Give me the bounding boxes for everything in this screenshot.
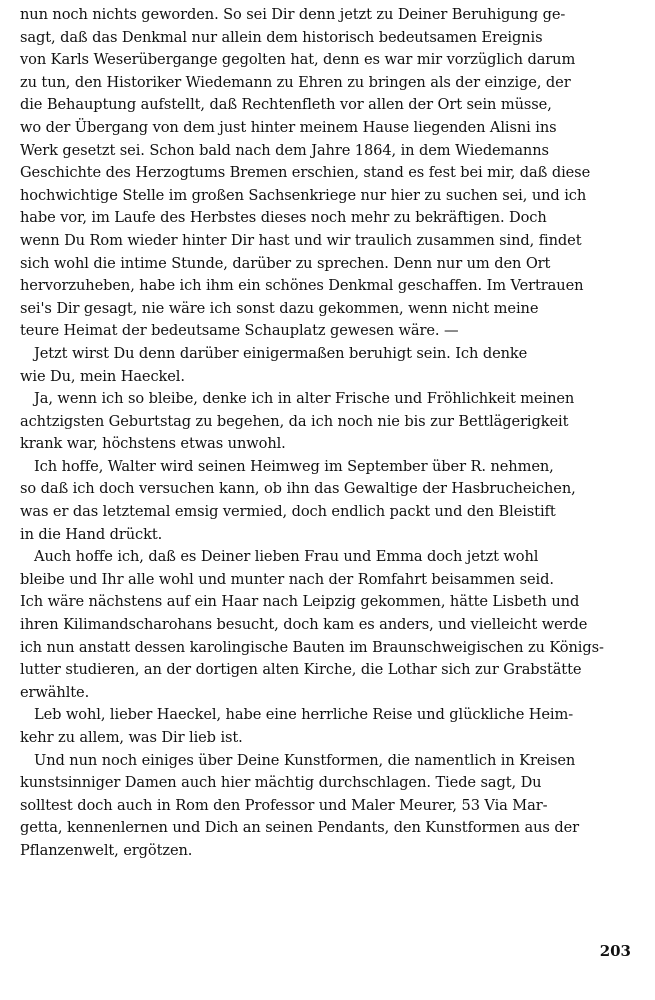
text-line: wo der Übergang von dem just hinter meinem Hause liegenden Alisni ins — [20, 118, 557, 136]
text-line: Und nun noch einiges über Deine Kunstformen, die namentlich in Kreisen — [34, 751, 576, 769]
text-line: nun noch nichts geworden. So sei Dir denn jetzt zu Deiner Beruhigung ge- — [20, 6, 566, 23]
text-line: lutter studieren, an der dortigen alten Kirche, die Lothar sich zur Grabstätte — [20, 661, 582, 679]
text-line: achtzigsten Geburtstag zu begehen, da ich noch nie bis zur Bettlägerigkeit — [20, 412, 569, 430]
text-line: sagt, daß das Denkmal nur allein dem historisch bedeutsamen Ereignis — [20, 28, 543, 46]
text-line: was er das letztemal emsig vermied, doch endlich packt und den Bleistift — [20, 503, 556, 521]
text-line: Ich hoffe, Walter wird seinen Heimweg im September über R. nehmen, — [34, 457, 554, 475]
text-line: Leb wohl, lieber Haeckel, habe eine herrliche Reise und glückliche Heim- — [34, 706, 574, 724]
text-line: hochwichtige Stelle im großen Sachsenkriege nur hier zu suchen sei, und ich — [20, 186, 587, 204]
text-line: Ich wäre nächstens auf ein Haar nach Leipzig gekommen, hätte Lisbeth und — [20, 593, 580, 611]
text-line: habe vor, im Laufe des Herbstes dieses noch mehr zu bekräftigen. Doch — [20, 209, 547, 227]
body-text — [20, 4, 632, 863]
text-line: Jetzt wirst Du denn darüber einigermaßen beruhigt sein. Ich denke — [34, 344, 528, 362]
text-line: krank war, höchstens etwas unwohl. — [20, 435, 286, 453]
text-line: Ja, wenn ich so bleibe, denke ich in alter Frische und Fröhlichkeit meinen — [34, 390, 575, 408]
text-line: Geschichte des Herzogtums Bremen erschien, stand es fest bei mir, daß diese — [20, 164, 591, 182]
text-line: wie Du, mein Haeckel. — [20, 367, 185, 385]
text-line: Auch hoffe ich, daß es Deiner lieben Frau und Emma doch jetzt wohl — [34, 548, 539, 566]
text-line: von Karls Weserübergange gegolten hat, denn es war mir vorzüglich darum — [20, 51, 576, 69]
text-line: getta, kennenlernen und Dich an seinen Pendants, den Kunstformen aus der — [20, 819, 579, 837]
text-line: die Behauptung aufstellt, daß Rechtenfleth vor allen der Ort sein müsse, — [20, 96, 552, 114]
text-line: kehr zu allem, was Dir lieb ist. — [20, 729, 243, 746]
text-line: Pflanzenwelt, ergötzen. — [20, 841, 193, 859]
text-line: erwählte. — [20, 683, 90, 701]
text-line: sich wohl die intime Stunde, darüber zu sprechen. Denn nur um den Ort — [20, 254, 551, 272]
page-number: 203 — [599, 942, 631, 960]
text-line: zu tun, den Historiker Wiedemann zu Ehren zu bringen als der einzige, der — [20, 73, 571, 91]
text-line: Werk gesetzt sei. Schon bald nach dem Jahre 1864, in dem Wiedemanns — [20, 141, 549, 159]
text-line: sei's Dir gesagt, nie wäre ich sonst dazu gekommen, wenn nicht meine — [20, 299, 539, 317]
text-line: kunstsinniger Damen auch hier mächtig durchschlagen. Tiede sagt, Du — [20, 774, 542, 792]
text-line: ihren Kilimandscharohans besucht, doch kam es anders, und vielleicht werde — [20, 616, 588, 634]
text-line: wenn Du Rom wieder hinter Dir hast und wir traulich zusammen sind, findet — [20, 231, 582, 249]
text-line: solltest doch auch in Rom den Professor und Maler Meurer, 53 Via Mar- — [20, 796, 548, 814]
text-line: bleibe und Ihr alle wohl und munter nach der Romfahrt beisammen seid. — [20, 570, 554, 588]
text-line: teure Heimat der bedeutsame Schauplatz gewesen wäre. — — [20, 322, 459, 340]
text-line: in die Hand drückt. — [20, 525, 163, 543]
text-line: ich nun anstatt dessen karolingische Bauten im Braunschweigischen zu Königs- — [20, 638, 604, 656]
text-line: so daß ich doch versuchen kann, ob ihn das Gewaltige der Hasbrucheichen, — [20, 480, 576, 498]
text-line: hervorzuheben, habe ich ihm ein schönes Denkmal geschaffen. Im Vertrauen — [20, 277, 584, 295]
